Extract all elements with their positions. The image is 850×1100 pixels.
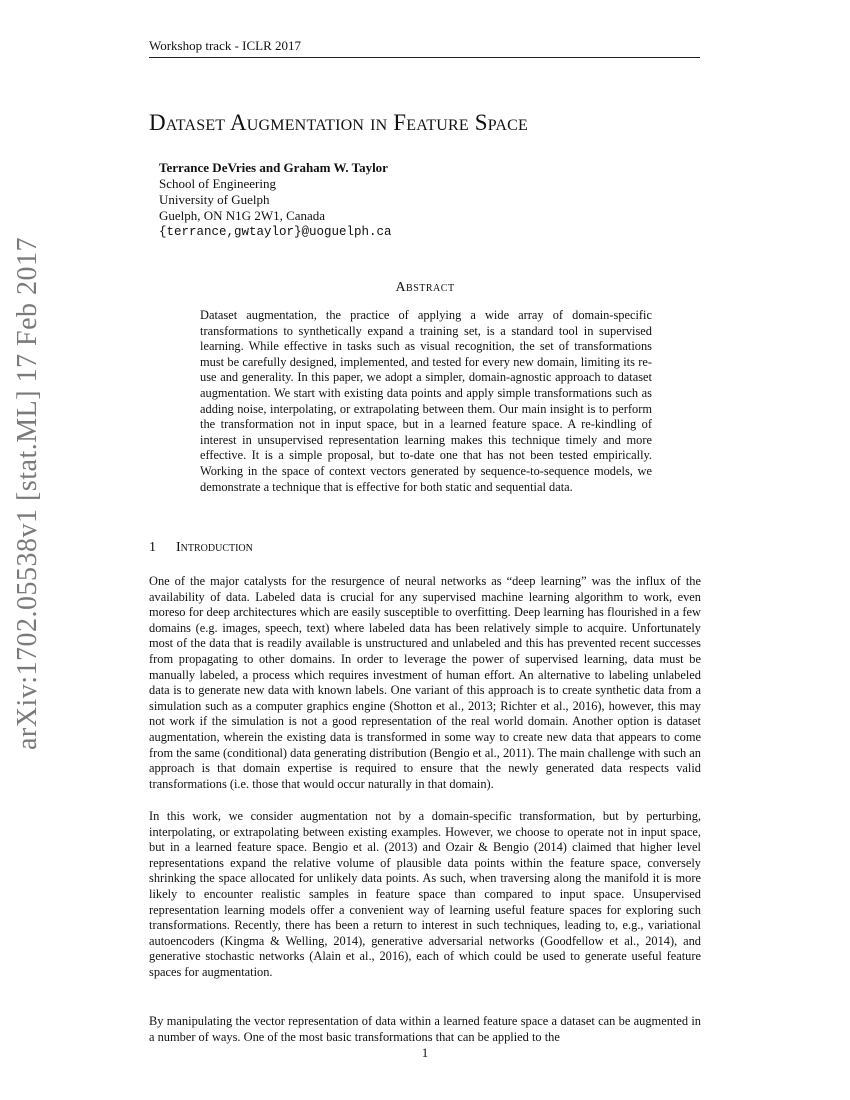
arxiv-margin-stamp: arXiv:1702.05538v1 [stat.ML] 17 Feb 2017 [12,236,43,750]
header-rule [149,57,700,58]
section-title: Introduction [176,540,253,555]
paper-title: Dataset Augmentation in Feature Space [149,110,528,135]
author-block [159,160,392,240]
affiliation-line: University of Guelph [159,192,270,207]
section-number: 1 [149,540,156,555]
author-names: Terrance DeVries and Graham W. Taylor [159,160,388,175]
abstract-heading: Abstract [395,280,455,295]
affiliation-line: School of Engineering [159,176,276,191]
affiliation-line: Guelph, ON N1G 2W1, Canada [159,208,326,223]
body-paragraph: In this work, we consider augmentation not by a domain-specific transformation, but by perturbing, interpolating, or extrapolating between existing examples. However, we choose to operate not in input space, but in a learned feature space. Bengio et al. (2013) and Ozair & Bengio (2014) claimed that higher level representations expand the relative volume of plausible data points within the feature space, conversely shrinking the space allocated for unlikely data points. As such, when traversing along the manifold it is more likely to encounter realistic samples in feature space than compared to input space. Unsupervised representation learning models offer a convenient way of learning useful feature spaces for exploring such transformations. Recently, there has been a return to interest in such techniques, leading to, e.g., variational autoencoders (Kingma & Welling, 2014), generative adversarial networks (Goodfellow et al., 2014), and generative stochastic networks (Alain et al., 2016), each of which could be used to generate useful feature spaces for augmentation. [149,809,701,979]
author-email: {terrance,gwtaylor}@uoguelph.ca [159,225,392,239]
abstract-text: Dataset augmentation, the practice of applying a wide array of domain-specific transformations to synthetically expand a training set, is a standard tool in supervised learning. While effective in tasks such as visual recognition, the set of transformations must be carefully designed, implemented, and tested for every new domain, limiting its re-use and generality. In this paper, we adopt a simpler, domain-agnostic approach to dataset augmentation. We start with existing data points and apply simple transformations such as adding noise, interpolating, or extrapolating between them. Our main insight is to perform the transformation not in input space, but in a learned feature space. A re-kindling of interest in unsupervised representation learning makes this technique timely and more effective. It is a simple proposal, but to-date one that has not been tested empirically. Working in the space of context vectors generated by sequence-to-sequence models, we demonstrate a technique that is effective for both static and sequential data. [200,308,652,494]
section-heading [149,540,253,556]
body-paragraph: By manipulating the vector representation of data within a learned feature space a dataset can be augmented in a number of ways. One of the most basic transformations that can be applied to the [149,1014,701,1044]
venue-header: Workshop track - ICLR 2017 [149,38,302,53]
page-number: 1 [421,1045,429,1060]
body-paragraph: One of the major catalysts for the resurgence of neural networks as “deep learning” was the influx of the availability of data. Labeled data is crucial for any supervised machine learning algorithm to work, even moreso for deep architectures which are easily susceptible to overfitting. Deep learning has flourished in a few domains (e.g. images, speech, text) where labeled data has been relatively simple to acquire. Unfortunately most of the data that is readily available is unstructured and unlabeled and this has prevented recent successes from propagating to other domains. In order to leverage the power of supervised learning, data must be manually labeled, a process which requires investment of human effort. An alternative to labeling unlabeled data is to generate new data with known labels. One variant of this approach is to create synthetic data from a simulation such as a computer graphics engine (Shotton et al., 2013; Richter et al., 2016), however, this may not work if the simulation is not a good representation of the real world domain. Another option is dataset augmentation, wherein the existing data is transformed in some way to create new data that appears to come from the same (conditional) data generating distribution (Bengio et al., 2011). The main challenge with such an approach is that domain expertise is required to ensure that the newly generated data respects valid transformations (i.e. those that would occur naturally in that domain). [149,574,701,791]
